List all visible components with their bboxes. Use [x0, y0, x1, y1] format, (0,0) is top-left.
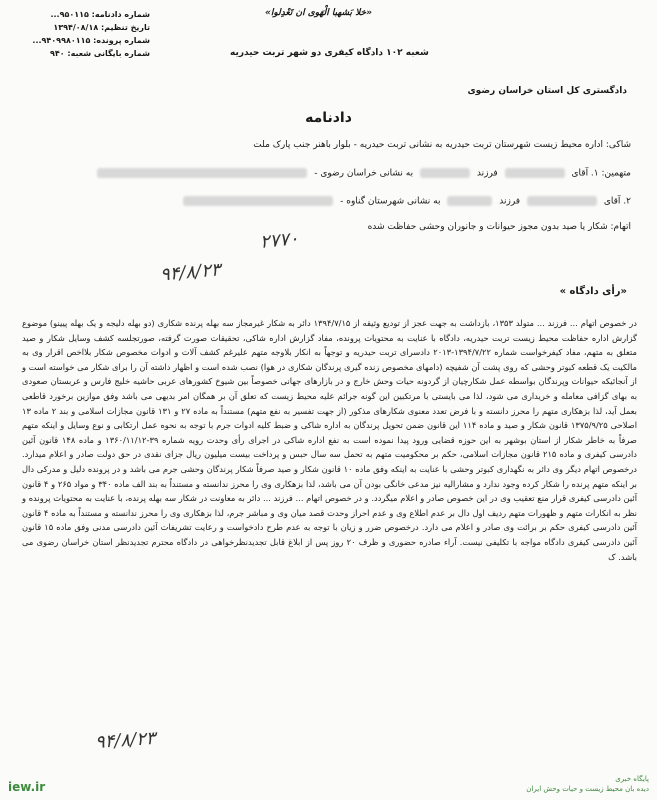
accused-2-suffix: به نشانی شهرستان گناوه -: [340, 196, 441, 207]
accused-2-prefix: ۲. آقای: [603, 196, 631, 207]
watermark-site: iew.ir: [8, 780, 46, 794]
charge-line: اتهام: شکار یا صید بدون مجوز حیوانات و جانوران وحشی حفاظت شده: [367, 222, 631, 232]
redacted-name: [527, 196, 597, 206]
handwritten-signature-date: ۹۴/۸/۲۳: [94, 727, 157, 754]
accused-1-suffix: به نشانی خراسان رضوی -: [314, 168, 414, 179]
redacted-name: [505, 168, 565, 178]
watermark-tagline: [526, 774, 649, 794]
case-number: شماره پرونده: ۹۴۰۹۹۸۰۱۱۵...: [32, 36, 150, 45]
accused-1-prefix: متهمین: ۱. آقای: [571, 168, 631, 179]
complainant-line: شاکی: اداره محیط زیست شهرستان تربت حیدریه به نشانی تربت حیدریه - بلوار باهنر جنب پارک ملت: [253, 140, 631, 150]
accused-2-mid: فرزند: [499, 196, 521, 207]
document-title: دادنامه: [305, 110, 352, 126]
redacted-father-name: [447, 196, 492, 206]
redacted-address: [183, 196, 333, 206]
case-metadata: [10, 8, 150, 60]
quran-verse: «خلا بَشهبا الْهَوی ان تَعْدِلوا»: [265, 8, 372, 18]
accused-1-line: [93, 168, 631, 179]
watermark-tagline-2: دیده بان محیط زیست و حیات وحش ایران: [526, 785, 649, 793]
accused-1-mid: فرزند: [476, 168, 498, 179]
verdict-number: شماره دادنامه: ۹۵۰۱۱۵...: [50, 10, 150, 19]
verdict-heading: « رأی دادگاه»: [559, 286, 627, 297]
redacted-address: [97, 168, 307, 178]
court-branch: شعبه ۱۰۲ دادگاه کیفری دو شهر تربت حیدریه: [230, 48, 429, 58]
handwritten-number: ۲۷۷۰: [259, 228, 300, 253]
redacted-father-name: [420, 168, 470, 178]
handwritten-date: ۹۴/۸/۲۳: [159, 259, 222, 286]
accused-2-line: [179, 196, 631, 207]
watermark-tagline-1: پایگاه خبری: [615, 775, 649, 783]
archive-number: شماره بایگانی شعبه: ۹۴۰: [49, 49, 150, 58]
judiciary-department: دادگستری کل استان خراسان رضوی: [467, 86, 627, 96]
verdict-body: در خصوص اتهام ... فرزند ... متولد ۱۳۵۳، بازداشت به جهت عجز از تودیع وثیقه از ۱۳۹۴/۷/۱۵ دائر به شکار غیرمجاز سه بهله پرنده شکاری (دو بهله دلیجه و یک بهله پیینو) موضوع گزارش اداره حفاظت محیط زیست تربت حیدریه، دادگاه با عنایت به محتویات پرونده، مفاد گزارش اداره شاکی، تحقیقات صورت گرفته، صورتجلسه کشف وسایل شکار و صید متعلق به متهم، مفاد کیفرخواست شماره ۱۳۹۴/۷/۲۲-۲۰۱۳ دادسرای تربت حیدریه و توجهاً به انکار بلاوجه متهم علیرغم کشف آلات و ادوات مخصوص شکار بلااخص اقرار وی به مالکیت یک قطعه کبوتر وحشی که روی پشت آن شفیچه (دامهای مخصوص زنده گیری پرندگان شکاری در هوا) نصب شده است و اظهار داشته آن را برای شکار می خواسته است و از آنجائیکه حیوانات وپرندگان بواسطه عمل شکارچیان از گردونه حیات وحش خارج و در بازارهای جهانی خصوصاً بین شیوخ کشورهای عربی حاشیه خلیج فارس و عربستان صعودی به بهای گزافی معامله و خریداری می شود، لذا می بایستی با مرتکبین این گونه جرائم علیه محیط زیست که تعلق آن بر همگان امر بدیهی می باشد وفق موازین برخورد قاطعی بعمل آید، لذا بزهکاری متهم را محرز دانسته و با فرض تعدد معنوی شکارهای مذکور (از جهت تفسیر به نفع متهم) مستنداً به ماده ۲۷ و ۱۳۱ قانون مجازات اسلامی و بند ۲ ماده ۱۳ اصلاحی ۱۳۷۵/۹/۲۵ قانون شکار و صید و ماده ۱۱۴ این قانون ضمن تحویل پرندگان به اداره شاکی و ضبط کلیه ادوات جرم با توجه به نحوه عمل ارتکابی و نوع وسایل و اینکه متهم صرفاً به خاطر شکار از استان بوشهر به این حوزه قضایی ورود پیدا نموده است به نفع اداره شاکی در اجرای رأی وحدت رویه شماره ۳۹-۱۳۶۰/۱۱/۱۲ و ماده ۱۴۸ قانون آئین دادرسی کیفری و ماده ۲۱۵ قانون مجازات اسلامی، حکم بر محکومیت متهم به تحمل سه سال حبس و پرداخت بیست میلیون ریال جزای نقدی در حق دولت صادر و اعلام میدارد. درخصوص اتهام دیگر وی دائر به نگهداری کبوتر وحشی با عنایت به اینکه وفق ماده ۱۰ قانون شکار و صید صرفاً شکار پرندگان وحشی جرم می باشد و در پرونده دلیل و مدرکی دال بر اینکه متهم پرنده را شکار کرده وجود ندارد و مشارالیه نیز مدعی خانگی بودن آن می باشد، لذا بزهکاری وی را محرز ندانسته و مستنداً به بند الف ماده ۳۴۰ و مواد ۲۶۵ و ۴ قانون آئین دادرسی کیفری قرار منع تعقیب وی در این خصوص صادر و اعلام میگردد. و در خصوص اتهام ... فرزند ... دائر به معاونت در شکار سه بهله پرنده، با عنایت به محتویات پرونده و نظر به انکارات متهم و ظهورات متهم ردیف اول دال بر عدم اطلاع وی و عدم احراز وحدت قصد میان وی و مباشر جرم، لذا بزهکاری وی را محرز ندانسته و مستنداً به ماده ۴ قانون آئین دادرسی کیفری حکم بر برائت وی صادر و اعلام می دارد. درخصوص ضرر و زیان با توجه به عدم طرح دادخواست و رعایت تشریفات آئین دادرسی مدنی وفق ماده ۱۵ قانون آئین دادرسی کیفری دادگاه مواجه با تکلیفی نیست. آراء صادره حضوری و ظرف ۲۰ روز پس از ابلاغ قابل تجدیدنظرخواهی در دادگاه محترم تجدیدنظر استان خراسان رضوی می باشد. ک: [22, 318, 638, 562]
issue-date: تاریخ تنظیم: ۱۳۹۴/۰۸/۱۸: [53, 23, 150, 32]
